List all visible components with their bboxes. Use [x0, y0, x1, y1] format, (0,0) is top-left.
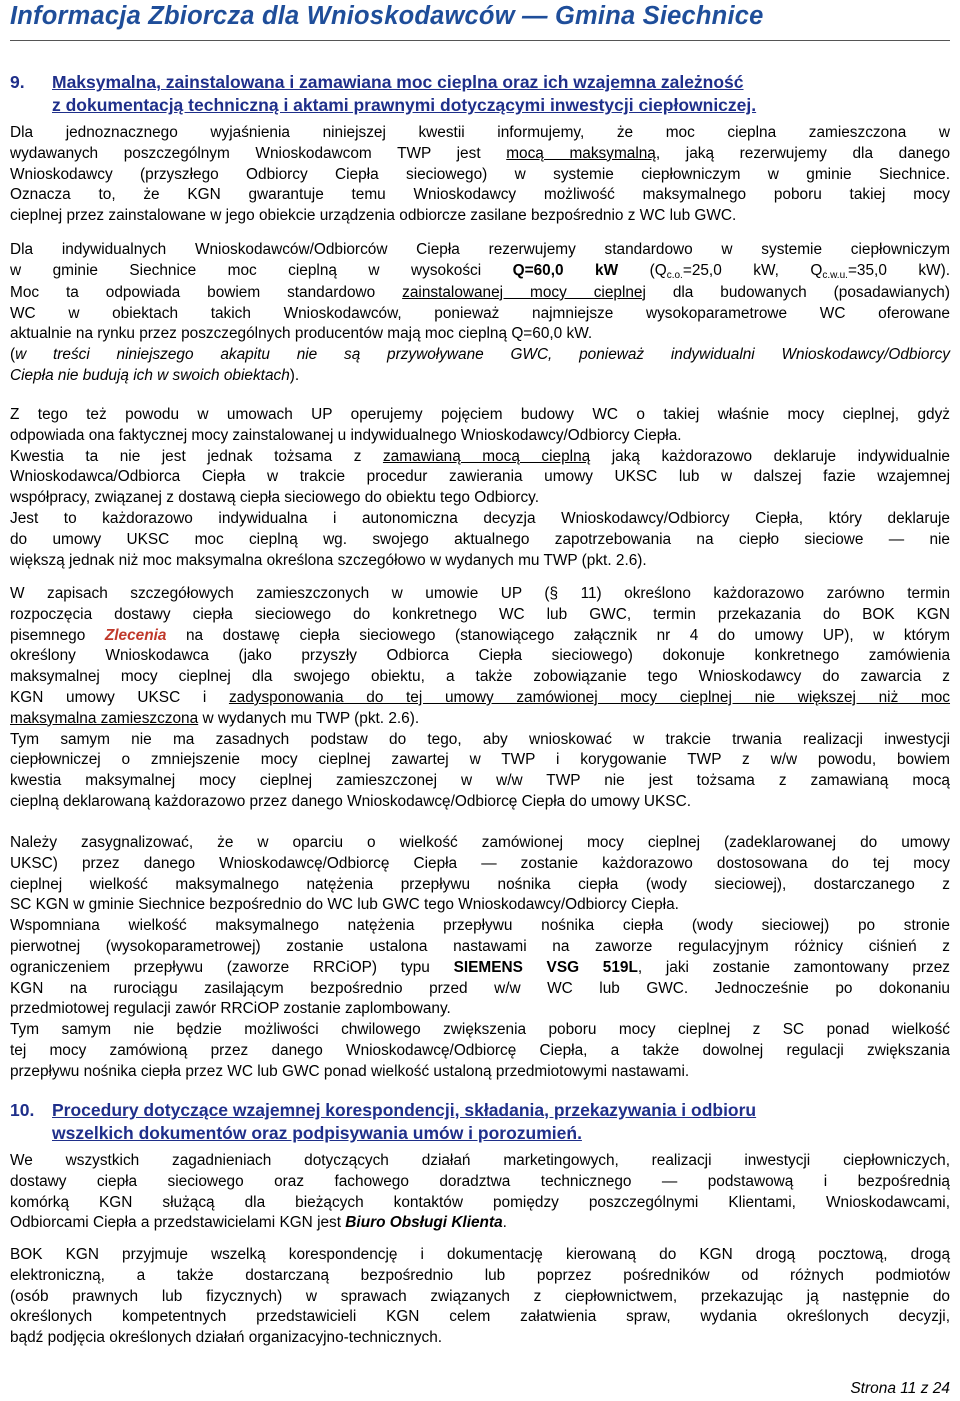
customer-office-name: Biuro Obsługi Klienta [345, 1214, 503, 1232]
section-9-heading [10, 71, 756, 117]
text-line: współpracy, związanej z dostawą ciepła sieciowego do obiektu tego Odbiorcy. [10, 489, 539, 507]
section-number: 9. [10, 72, 25, 92]
text-line: Tym samym nie ma zasadnych podstaw do tego, aby wnioskować w trakcie trwania realizacji inwestycji [10, 730, 950, 748]
text-line: Tym samym nie będzie możliwości chwilowego zwiększenia poboru mocy cieplnej z SC ponad wielkość [10, 1021, 950, 1039]
text-line: maksymalnej mocy cieplnej dla swojego obiektu, a także zobowiązanie tego Wnioskodawcy do zawarcia z [10, 668, 950, 686]
section-10-heading [10, 1099, 756, 1145]
text-line: Ciepła nie budują ich w swoich obiektach). [10, 366, 300, 384]
text-line: Odbiorcami Ciepła a przedstawicielami KGN jest Biuro Obsługi Klienta. [10, 1214, 507, 1232]
text-line: określonych kompetentnych przedstawicieli KGN celem załatwienia spraw, wydania określonych decyzji, [10, 1308, 950, 1326]
text-line: Wspomniana wielkość maksymalnego natężenia przepływu nośnika ciepła (wody sieciowej) po stronie [10, 917, 950, 935]
text-line: tej mocy zamówioną przez danego Wnioskodawcę/Odbiorcę Ciepła, a także dowolnej regulacji zwiększania [10, 1041, 950, 1059]
text-line: cieplną deklarowaną każdorazowo przez danego Wnioskodawcę/Odbiorcę Ciepła do umowy UKSC. [10, 792, 691, 810]
power-value: Q=60,0 kW [512, 261, 619, 279]
paragraph-flow-regulation [10, 833, 950, 1083]
text-line: Należy zasygnalizować, że w oparciu o wielkość zamówionej mocy cieplnej (zadeklarowanej do umowy [10, 834, 950, 851]
text-line: określony Wnioskodawca (jako przyszły Odbiorca Ciepła sieciowego) dokonuje konkretnego zamówienia [10, 647, 950, 665]
text-line: elektroniczną, a także dostarczaną bezpośrednio lub poprzez pośredników od różnych podmiotów [10, 1266, 950, 1284]
text-line: ograniczeniem przepływu (zaworze RRCiOP) typu SIEMENS VSG 519L, jaki zostanie zamontowany przez [10, 958, 950, 976]
text-line: pisemnego Zlecenia na dostawę ciepła sieciowego (stanowiącego załącznik nr 4 do umowy UP), w którym [10, 626, 950, 644]
text-line: w gminie Siechnice moc cieplną w wysokości Q=60,0 kW ($Q_{c.o.}=25,0$ kW, $Q_{c.w.u.}=35,0$ kW). [10, 261, 950, 281]
text-line: SC KGN w gminie Siechnice bezpośrednio do WC lub GWC tego Wnioskodawcy/Odbiorcy Ciepła. [10, 896, 679, 914]
text-line: przepływu nośnika ciepła przez WC lub GWC ponad wielkość ustaloną przedmiotowymi nastawami. [10, 1062, 690, 1080]
section-number: 10. [10, 1100, 35, 1120]
text-line: Wnioskodawcy (przyszłego Odbiorcy Ciepła sieciowego) w systemie ciepłowniczym w gminie Siechnice. [10, 165, 950, 183]
text-line: (w treści niniejszego akapitu nie są przywoływane GWC, ponieważ indywidualni Wnioskodawcy/Odbiorcy [10, 346, 950, 364]
text-line: rozpoczęcia dostawy ciepła sieciowego do konkretnego WC lub GWC, termin przekazania do BOK KGN [10, 605, 950, 623]
paragraph-max-power [10, 123, 950, 227]
text-line: BOK KGN przyjmuje wszelką korespondencję i dokumentację kierowaną do KGN drogą pocztową, drogą [10, 1246, 950, 1263]
text-line: większą jednak niż moc maksymalna określona szczegółowo w wydanych mu TWP (pkt. 2.6). [10, 551, 647, 569]
text-line: komórką KGN służącą dla bieżących kontaktów pomiędzy poszczególnymi Klientami, Wnioskodawcami, [10, 1193, 950, 1211]
text-line: Jest to każdorazowo indywidualna i autonomiczna decyzja Wnioskodawcy/Odbiorcy Ciepła, który deklaruje [10, 509, 950, 527]
paragraph-customer-office [10, 1151, 950, 1234]
paragraph-up-agreement [10, 405, 950, 571]
text-line: (osób prawnych lub fizycznych) w sprawach związanych z ciepłownictwem, przekazując ją następnie do [10, 1287, 950, 1305]
text-line: kwestia maksymalnej mocy cieplnej zamieszczonej w w/w TWP nie jest tożsama z zamawianą mocą [10, 772, 950, 790]
text-line: ciepłowniczej o zmniejszenie mocy cieplnej zawartej w TWP i korygowanie TWP z w/w powodu, bowiem [10, 751, 950, 769]
text-line: cieplnej przez zainstalowane w jego obiekcie urządzenia odbiorcze zasilane bezpośrednio z WC lub GWC. [10, 207, 737, 225]
text-line: UKSC) przez danego Wnioskodawcę/Odbiorcę Ciepła — zostanie każdorazowo dostosowana do tej mocy [10, 854, 950, 872]
page-number: Strona 11 z 24 [850, 1380, 950, 1397]
text-line: cieplnej wielkość maksymalnego natężenia przepływu nośnika ciepła (wody sieciowej), dostarczanego z [10, 875, 950, 893]
text-line: WC w obiektach takich Wnioskodawców, ponieważ najmniejsze wysokoparametrowe WC oferowane [10, 304, 950, 322]
text-line: KGN na rurociągu zasilającym bezpośrednio przed w/w WC lub GWC. Jednocześnie po dokonaniu [10, 979, 950, 997]
text-line: wydawanych poszczególnym Wnioskodawcom TWP jest mocą maksymalną, jaką rezerwujemy dla danego [10, 144, 951, 162]
text-line: Oznacza to, że KGN gwarantuje temu Wnioskodawcy możliwość maksymalnego poboru takiej mocy [10, 186, 950, 204]
paragraph-correspondence [10, 1245, 950, 1349]
section-title-line: z dokumentacją techniczną i aktami prawnymi dotyczącymi inwestycji ciepłowniczej. [52, 95, 757, 115]
paragraph-individual-power [10, 240, 950, 387]
text-line: Kwestia ta nie jest jednak tożsama z zamawianą mocą cieplną jaką każdorazowo deklaruje indywidualnie [10, 447, 950, 465]
paragraph-detailed-records [10, 584, 950, 813]
section-title-line: Procedury dotyczące wzajemnej korespondencji, składania, przekazywania i odbioru [52, 1100, 757, 1120]
valve-type: SIEMENS VSG 519L [453, 958, 638, 976]
section-title-line: Maksymalna, zainstalowana i zamawiana moc cieplna oraz ich wzajemna zależność [52, 72, 744, 92]
text-line: dostawy ciepła sieciowego oraz fachowego doradztwa technicznego — podstawową i bezpośrednią [10, 1172, 950, 1190]
order-highlight: Zlecenia [104, 626, 167, 644]
text-line: bądź podjęcia określonych działań organizacyjno-technicznych. [10, 1329, 443, 1347]
text-line: maksymalna zamieszczona w wydanych mu TWP (pkt. 2.6). [10, 709, 420, 727]
text-line: do umowy UKSC moc cieplną wg. swojego aktualnego zapotrzebowania na ciepło sieciowe — nie [10, 530, 950, 548]
text-line: Dla indywidualnych Wnioskodawców/Odbiorców Ciepła rezerwujemy standardowo w systemie ciepłowniczym [10, 241, 950, 258]
section-title-line: wszelkich dokumentów oraz podpisywania umów i porozumień. [52, 1123, 582, 1143]
text-line: KGN umowy UKSC i zadysponowania do tej umowy zamówionej mocy cieplnej nie większej niż moc [10, 688, 951, 706]
page-header-title: Informacja Zbiorcza dla Wnioskodawców — Gmina Siechnice [10, 2, 764, 30]
text-line: przedmiotowej regulacji zawór RRCiOP zostanie zaplombowany. [10, 1000, 451, 1018]
text-line: pierwotnej (wysokoparametrowej) zostanie ustalona nastawami na zaworze regulacyjnym różnicy ciśnień z [10, 937, 950, 955]
text-line: Z tego też powodu w umowach UP operujemy pojęciem budowy WC o takiej właśnie mocy cieplnej, gdyż [10, 406, 950, 423]
text-line: aktualnie na rynku przez poszczególnych producentów mają moc cieplną Q=60,0 kW. [10, 325, 593, 343]
text-line: Dla jednoznacznego wyjaśnienia niniejszej kwestii informujemy, że moc cieplna zamieszczona w [10, 124, 950, 141]
text-line: Moc ta odpowiada bowiem standardowo zainstalowanej mocy cieplnej dla budowanych (posadawianych) [10, 283, 950, 301]
text-line: We wszystkich zagadnieniach dotyczących działań marketingowych, realizacji inwestycji ciepłowniczych, [10, 1152, 950, 1169]
text-line: odpowiada ona faktycznej mocy zainstalowanej u indywidualnego Wnioskodawcy/Odbiorcy Ciepła. [10, 426, 682, 444]
header-divider [10, 40, 950, 41]
text-line: Wnioskodawca/Odbiorca Ciepła w trakcie procedur zawierania umowy UKSC lub w dalszej fazie wzajemnej [10, 468, 950, 486]
text-line: W zapisach szczegółowych zamieszczonych w umowie UP (§ 11) określono każdorazowo zarówno termin [10, 585, 950, 602]
